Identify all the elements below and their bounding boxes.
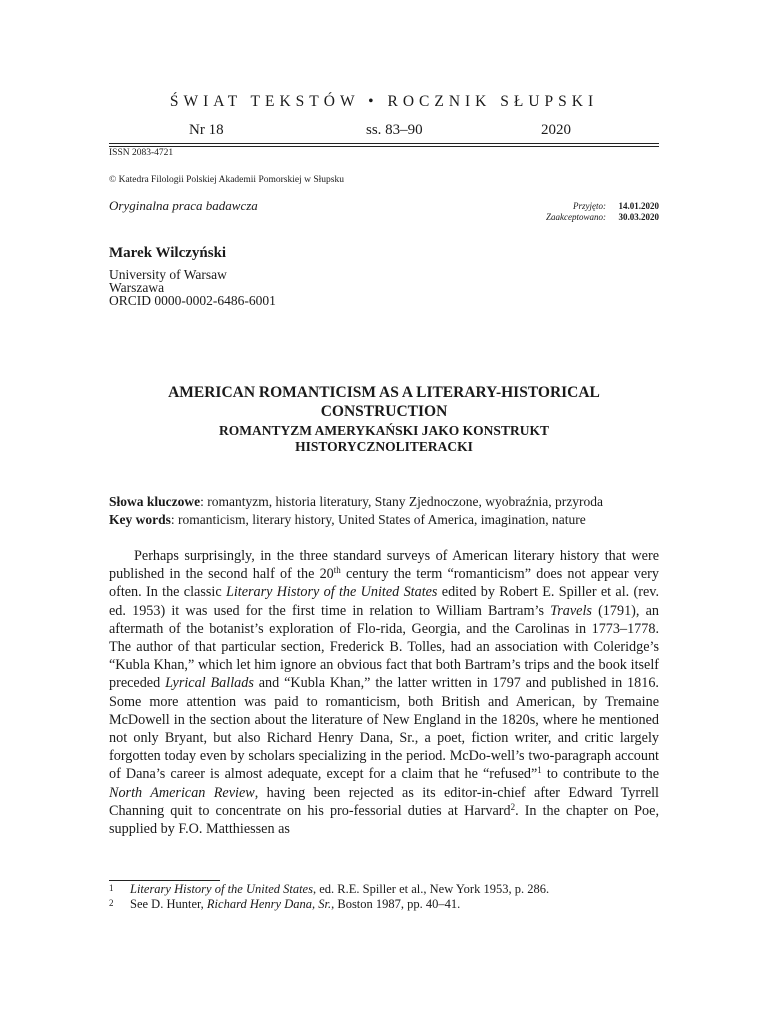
body-text-run: to contribute to the [541, 766, 659, 783]
footnote-ref-2[interactable]: 2 [510, 801, 516, 812]
footnote-ref-1[interactable]: 1 [537, 765, 542, 776]
footnote-run: , ed. R.E. Spiller et al., New York 1953, p. 286. [312, 882, 550, 896]
footnote-number: 2 [109, 898, 114, 908]
title-pl-line: HISTORYCZNOLITERACKI [295, 439, 473, 454]
accepted-label: Zaakceptowano: [546, 212, 606, 222]
author-orcid: ORCID 0000-0002-6486-6001 [109, 293, 276, 308]
header-rule-top [109, 143, 659, 144]
footnote-number: 1 [109, 883, 114, 893]
body-text-italic: Lyrical Ballads [165, 675, 254, 692]
keywords-polish-text: : romantyzm, historia literatury, Stany Zjednoczone, wyobraźnia, przyroda [200, 494, 603, 509]
keywords-polish-label: Słowa kluczowe [109, 494, 201, 509]
body-text-italic: Literary History of the United States [225, 584, 438, 601]
body-text-italic: Travels [550, 602, 592, 619]
journal-title: ŚWIAT TEKSTÓW • ROCZNIK SŁUPSKI [169, 93, 599, 110]
footnote-text [130, 897, 659, 912]
article-dates [546, 201, 659, 223]
article-type: Oryginalna praca badawcza [109, 198, 258, 213]
copyright-line: © Katedra Filologii Polskiej Akademii Pomorskiej w Słupsku [109, 175, 344, 185]
title-pl-line: ROMANTYZM AMERYKAŃSKI JAKO KONSTRUKT [219, 423, 549, 438]
author-university: University of Warsaw [109, 267, 227, 282]
publication-year: 2020 [541, 122, 571, 138]
author-affiliation [109, 268, 276, 307]
footnote-italic: Richard Henry Dana, Sr. [206, 897, 332, 911]
keywords-polish [109, 493, 669, 511]
article-title-english [109, 383, 659, 421]
page-range: ss. 83–90 [366, 122, 423, 138]
footnote-1 [109, 882, 659, 897]
article-title-polish [109, 423, 659, 455]
issue-number: Nr 18 [189, 122, 224, 138]
accepted-date: 30.03.2020 [618, 212, 659, 222]
footnote-run: See D. Hunter, [130, 897, 207, 911]
footnote-text [130, 882, 659, 897]
issue-info [109, 122, 659, 140]
body-paragraph [109, 547, 659, 838]
author-city: Warszawa [109, 280, 165, 295]
footnote-italic: Literary History of the United States [130, 882, 313, 896]
body-text-italic: North American Review [109, 784, 255, 801]
footnotes [109, 882, 659, 912]
author-name: Marek Wilczyński [109, 245, 227, 261]
issn: ISSN 2083-4721 [109, 148, 174, 158]
keywords-english [109, 511, 669, 529]
title-en-line: CONSTRUCTION [320, 403, 448, 420]
footnote-rule [109, 880, 220, 881]
body-text-run: and “Kubla Khan,” the latter written in 1797 and published in 1816. Some more attention was paid to romanticism, both British and American, by Tremaine McDowell in the section about the literature of New England in the 1820s, where he mentioned not only Bryant, but also Richard Henry Dana, Sr., a poet, fiction writer, and critic largely forgotten today even by scholars specializing in the period. McDo-well’s two-paragraph account of Dana’s career is almost adequate, except for a claim that he “refused” [109, 675, 659, 783]
body-text-run: . In the chapter on Poe, supplied by F.O. Matthiessen as [109, 802, 659, 838]
footnote-2 [109, 897, 659, 912]
footnote-run: , Boston 1987, pp. 40–41. [331, 897, 461, 911]
superscript: th [333, 565, 341, 576]
received-label: Przyjęto: [573, 201, 606, 211]
keywords [109, 493, 669, 529]
received-date: 14.01.2020 [618, 201, 659, 211]
article-title-block [109, 383, 659, 455]
body-text-run: edited by Robert E. Spiller et al. (rev. ed. 1953) it was used for the first time in relation to William Bartram’s [109, 584, 659, 619]
header-rule-bottom [109, 146, 659, 147]
body-text-run: Perhaps surprisingly, in the three standard surveys of American literary history that were published in the second half of the 20 [109, 548, 659, 583]
body-text-run: , having been rejected as its editor-in-chief after Edward Tyrrell Channing quit to concentrate on his pro-fessorial duties at Harvard [109, 784, 659, 819]
keywords-english-label: Key words [109, 512, 171, 527]
body-text-run: century the term “romanticism” does not appear very often. In the classic [109, 566, 659, 601]
title-en-line: AMERICAN ROMANTICISM AS A LITERARY-HISTORICAL [168, 384, 600, 401]
body-text-run: (1791), an aftermath of the botanist’s exploration of Flo-rida, Georgia, and the Carolinas in 1773–1778. The author of that particular section, Frederick B. Tolles, had an association with Coleridge’s “Kubla Khan,” which let him ignore an obvious fact that both Bartram’s trips and the book itself preceded [109, 602, 659, 692]
keywords-english-text: : romanticism, literary history, United States of America, imagination, nature [170, 512, 586, 527]
article-page [109, 0, 659, 1024]
